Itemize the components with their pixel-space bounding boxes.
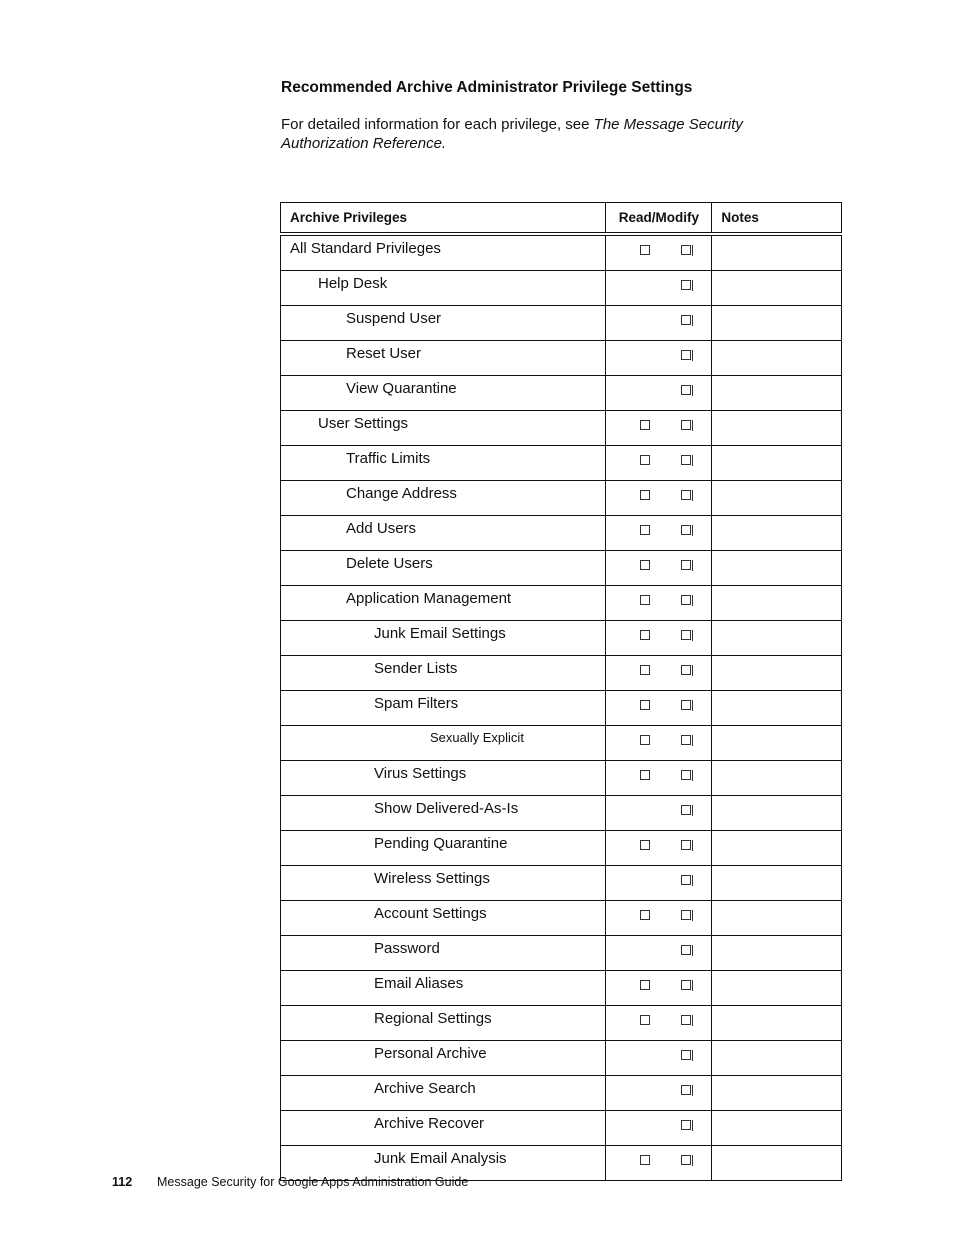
- read-checkbox[interactable]: [640, 700, 650, 710]
- notes-cell[interactable]: [712, 446, 842, 481]
- read-checkbox[interactable]: [640, 245, 650, 255]
- table-row: [281, 481, 842, 516]
- read-modify-cell: [606, 376, 712, 411]
- privilege-label: Suspend User: [281, 306, 606, 341]
- read-checkbox[interactable]: [640, 560, 650, 570]
- reference-title: The Message Security Authorization Reference.: [281, 116, 743, 152]
- table-row: [281, 796, 842, 831]
- table-header-row: [281, 203, 842, 233]
- modify-checkbox[interactable]: [681, 1050, 691, 1060]
- modify-checkbox[interactable]: [681, 630, 691, 640]
- modify-checkbox[interactable]: [681, 595, 691, 605]
- notes-cell[interactable]: [712, 586, 842, 621]
- read-modify-cell: [606, 901, 712, 936]
- table-row: [281, 236, 842, 271]
- read-checkbox[interactable]: [640, 735, 650, 745]
- notes-cell[interactable]: [712, 691, 842, 726]
- table-row: [281, 306, 842, 341]
- privileges-table: [280, 202, 842, 1181]
- notes-cell[interactable]: [712, 936, 842, 971]
- read-modify-cell: [606, 1076, 712, 1111]
- read-modify-cell: [606, 411, 712, 446]
- modify-checkbox[interactable]: [681, 945, 691, 955]
- notes-cell[interactable]: [712, 971, 842, 1006]
- notes-cell[interactable]: [712, 551, 842, 586]
- modify-checkbox[interactable]: [681, 315, 691, 325]
- notes-cell[interactable]: [712, 376, 842, 411]
- notes-cell[interactable]: [712, 1076, 842, 1111]
- modify-checkbox[interactable]: [681, 910, 691, 920]
- table-row: [281, 376, 842, 411]
- intro-paragraph: [281, 115, 801, 153]
- privilege-label: All Standard Privileges: [281, 236, 606, 271]
- notes-cell[interactable]: [712, 271, 842, 306]
- notes-cell[interactable]: [712, 1041, 842, 1076]
- read-modify-cell: [606, 936, 712, 971]
- header-read-modify: Read/Modify: [606, 203, 712, 233]
- table-row: [281, 411, 842, 446]
- table-row: [281, 901, 842, 936]
- read-modify-cell: [606, 1146, 712, 1181]
- table-row: [281, 866, 842, 901]
- table-row: [281, 551, 842, 586]
- read-modify-cell: [606, 516, 712, 551]
- read-checkbox[interactable]: [640, 665, 650, 675]
- modify-checkbox[interactable]: [681, 280, 691, 290]
- notes-cell[interactable]: [712, 901, 842, 936]
- table-row: [281, 586, 842, 621]
- intro-text: For detailed information for each privilege, see: [281, 116, 594, 133]
- modify-checkbox[interactable]: [681, 980, 691, 990]
- modify-checkbox[interactable]: [681, 840, 691, 850]
- table-row: [281, 271, 842, 306]
- privilege-label: User Settings: [281, 411, 606, 446]
- privilege-label: Add Users: [281, 516, 606, 551]
- privilege-label: Password: [281, 936, 606, 971]
- read-modify-cell: [606, 551, 712, 586]
- modify-checkbox[interactable]: [681, 490, 691, 500]
- table-row: [281, 1111, 842, 1146]
- notes-cell[interactable]: [712, 796, 842, 831]
- read-checkbox[interactable]: [640, 840, 650, 850]
- page-number: 112: [112, 1175, 133, 1189]
- notes-cell[interactable]: [712, 761, 842, 796]
- read-checkbox[interactable]: [640, 1015, 650, 1025]
- read-modify-cell: [606, 271, 712, 306]
- privilege-label: Regional Settings: [281, 1006, 606, 1041]
- table-row: [281, 936, 842, 971]
- privilege-label: Virus Settings: [281, 761, 606, 796]
- table-row: [281, 516, 842, 551]
- notes-cell[interactable]: [712, 481, 842, 516]
- read-modify-cell: [606, 586, 712, 621]
- notes-cell[interactable]: [712, 236, 842, 271]
- table-row: [281, 726, 842, 761]
- modify-checkbox[interactable]: [681, 1120, 691, 1130]
- read-modify-cell: [606, 796, 712, 831]
- table-row: [281, 446, 842, 481]
- privilege-label: View Quarantine: [281, 376, 606, 411]
- privilege-label: Change Address: [281, 481, 606, 516]
- privilege-label: Archive Search: [281, 1076, 606, 1111]
- read-checkbox[interactable]: [640, 980, 650, 990]
- table-row: [281, 621, 842, 656]
- read-modify-cell: [606, 446, 712, 481]
- privilege-label: Account Settings: [281, 901, 606, 936]
- modify-checkbox[interactable]: [681, 420, 691, 430]
- privilege-label: Application Management: [281, 586, 606, 621]
- modify-checkbox[interactable]: [681, 735, 691, 745]
- read-checkbox[interactable]: [640, 1155, 650, 1165]
- table-body: [281, 233, 842, 1181]
- modify-checkbox[interactable]: [681, 770, 691, 780]
- privilege-label: Wireless Settings: [281, 866, 606, 901]
- notes-cell[interactable]: [712, 1111, 842, 1146]
- privilege-label: Email Aliases: [281, 971, 606, 1006]
- read-modify-cell: [606, 761, 712, 796]
- read-modify-cell: [606, 656, 712, 691]
- guide-title: Message Security for Google Apps Administration Guide: [157, 1175, 469, 1189]
- table-row: [281, 1076, 842, 1111]
- privilege-label: Spam Filters: [281, 691, 606, 726]
- table-row: [281, 1041, 842, 1076]
- read-modify-cell: [606, 341, 712, 376]
- read-modify-cell: [606, 691, 712, 726]
- notes-cell[interactable]: [712, 866, 842, 901]
- modify-checkbox[interactable]: [681, 245, 691, 255]
- read-checkbox[interactable]: [640, 910, 650, 920]
- table-row: [281, 761, 842, 796]
- notes-cell[interactable]: [712, 516, 842, 551]
- read-modify-cell: [606, 726, 712, 761]
- read-modify-cell: [606, 306, 712, 341]
- table-row: [281, 1006, 842, 1041]
- privilege-label: Personal Archive: [281, 1041, 606, 1076]
- read-modify-cell: [606, 971, 712, 1006]
- modify-checkbox[interactable]: [681, 875, 691, 885]
- modify-checkbox[interactable]: [681, 665, 691, 675]
- read-modify-cell: [606, 866, 712, 901]
- privilege-label: Pending Quarantine: [281, 831, 606, 866]
- modify-checkbox[interactable]: [681, 1155, 691, 1165]
- privilege-label: Reset User: [281, 341, 606, 376]
- privilege-label: Junk Email Settings: [281, 621, 606, 656]
- read-checkbox[interactable]: [640, 595, 650, 605]
- privilege-label: Archive Recover: [281, 1111, 606, 1146]
- notes-cell[interactable]: [712, 1146, 842, 1181]
- table-row: [281, 971, 842, 1006]
- header-notes: Notes: [712, 203, 842, 233]
- modify-checkbox[interactable]: [681, 805, 691, 815]
- read-checkbox[interactable]: [640, 420, 650, 430]
- notes-cell[interactable]: [712, 411, 842, 446]
- read-checkbox[interactable]: [640, 630, 650, 640]
- notes-cell[interactable]: [712, 656, 842, 691]
- read-checkbox[interactable]: [640, 525, 650, 535]
- read-modify-cell: [606, 621, 712, 656]
- notes-cell[interactable]: [712, 1006, 842, 1041]
- header-archive-privileges: Archive Privileges: [281, 203, 606, 233]
- modify-checkbox[interactable]: [681, 700, 691, 710]
- read-checkbox[interactable]: [640, 490, 650, 500]
- table-row: [281, 656, 842, 691]
- read-checkbox[interactable]: [640, 455, 650, 465]
- privilege-label: Sender Lists: [281, 656, 606, 691]
- modify-checkbox[interactable]: [681, 1085, 691, 1095]
- notes-cell[interactable]: [712, 306, 842, 341]
- privilege-label: Traffic Limits: [281, 446, 606, 481]
- privilege-label: Help Desk: [281, 271, 606, 306]
- modify-checkbox[interactable]: [681, 350, 691, 360]
- table-row: [281, 341, 842, 376]
- privilege-label: Junk Email Analysis: [281, 1146, 606, 1181]
- section-heading: Recommended Archive Administrator Privilege Settings: [281, 79, 693, 96]
- read-modify-cell: [606, 1006, 712, 1041]
- table-row: [281, 831, 842, 866]
- privilege-label: Delete Users: [281, 551, 606, 586]
- read-modify-cell: [606, 831, 712, 866]
- modify-checkbox[interactable]: [681, 455, 691, 465]
- table-row: [281, 691, 842, 726]
- modify-checkbox[interactable]: [681, 385, 691, 395]
- read-modify-cell: [606, 1041, 712, 1076]
- read-modify-cell: [606, 236, 712, 271]
- modify-checkbox[interactable]: [681, 525, 691, 535]
- modify-checkbox[interactable]: [681, 560, 691, 570]
- notes-cell[interactable]: [712, 726, 842, 761]
- read-checkbox[interactable]: [640, 770, 650, 780]
- read-modify-cell: [606, 1111, 712, 1146]
- privilege-label: Show Delivered-As-Is: [281, 796, 606, 831]
- modify-checkbox[interactable]: [681, 1015, 691, 1025]
- read-modify-cell: [606, 481, 712, 516]
- notes-cell[interactable]: [712, 341, 842, 376]
- notes-cell[interactable]: [712, 831, 842, 866]
- notes-cell[interactable]: [712, 621, 842, 656]
- privilege-label: Sexually Explicit: [281, 726, 606, 761]
